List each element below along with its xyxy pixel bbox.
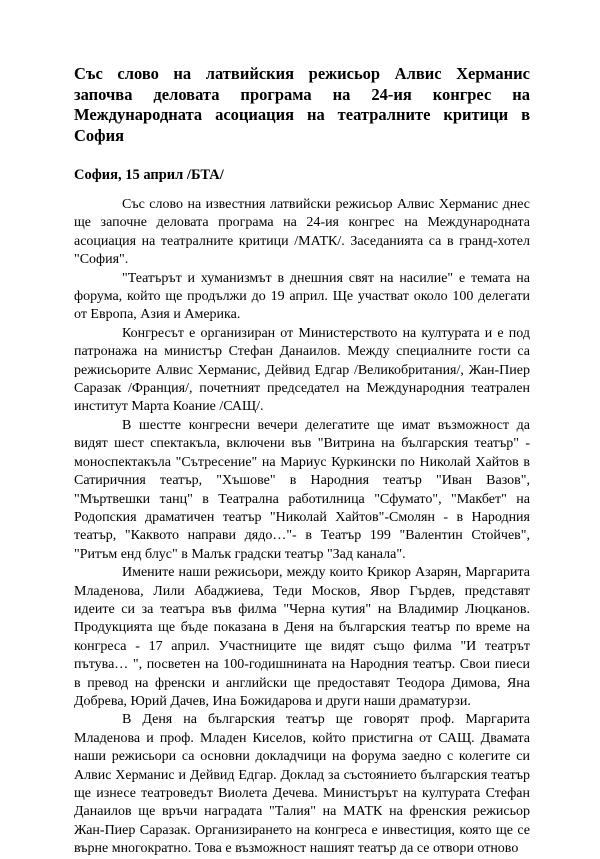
paragraph: "Театърът и хуманизмът в днешния свят на насилие" е темата на форума, който ще продължи до 19 април. Ще участват около 100 делегати от Европа, Азия и Америка. bbox=[74, 270, 530, 323]
article-body bbox=[74, 196, 530, 859]
dateline: София, 15 април /БТА/ bbox=[74, 167, 224, 183]
paragraph: В шестте конгресни вечери делегатите ще имат възможност да видят шест спектакъла, включени във "Витрина на българския театър" - моноспектакъла "Сътресение" на Мариус Куркински по Николай Хайтов в Сатиричния театър, "Хъшове" в Народния театър "Иван Вазов", "Мъртвешки танц" в Театрална работилница "Сфумато", "Макбет" на Родопския драматичен театър "Николай Хайтов"-Смолян - в Народния театър, "Каквото направи дядо…"- в Театър 199 "Валентин Стойчев", "Ритъм енд блус" в Малък градски театър "Зад канала". bbox=[74, 417, 530, 562]
article-title: Със слово на латвийския режисьор Алвис Херманис започва деловата програма на 24-ия конгрес на Международната асоциация на театралните критици в София bbox=[74, 64, 530, 145]
paragraph: В Деня на българския театър ще говорят проф. Маргарита Младенова и проф. Младен Киселов, който пристигна от САЩ. Двамата наши режисьори са основни докладчици на форума заедно с колегите си Алвис Херманис и Дейвид Едгар. Доклад за състоянието българския театър ще изнесе театроведът Виолета Дечева. Министърът на културата Стефан Данаилов ще връчи наградата "Талия" на МАТК на френския режисьор Жан-Пиер Саразак. Организирането на конгреса е инвестиция, която ще се върне многократно. Това е възможност нашият театър да се отвори отново bbox=[74, 712, 530, 857]
document-page bbox=[74, 64, 530, 859]
paragraph: Конгресът е организиран от Министерството на културата и е под патронажа на министър Стефан Данаилов. Между специалните гости са режисьорите Алвис Херманис, Дейвид Едгар /Великобритания/, Жан-Пиер Саразак /Франция/, почетният председател на Международния театрален институт Марта Коание /САЩ/. bbox=[74, 325, 530, 415]
paragraph: Със слово на известния латвийски режисьор Алвис Херманис днес ще започне деловата програма на 24-ия конгрес на Международната асоциация на театралните критици /МАТК/. Заседанията са в гранд-хотел "София". bbox=[74, 197, 530, 268]
paragraph: Имените наши режисьори, между които Крикор Азарян, Маргарита Младенова, Лили Абаджиева, Теди Москов, Явор Гърдев, представят идеите си за театъра във филма "Черна кутия" на Владимир Люцканов. Продукцията ще бъде показана в Деня на българския театър по време на конгреса - 17 април. Участниците ще видят също филма "И театрът пътува… ", посветен на 100-годишнината на Народния театър. Свои пиеси в превод на френски и английски ще предоставят Теодора Димова, Яна Добрева, Юрий Дачев, Ина Божидарова и други наши драматурзи. bbox=[74, 565, 530, 709]
